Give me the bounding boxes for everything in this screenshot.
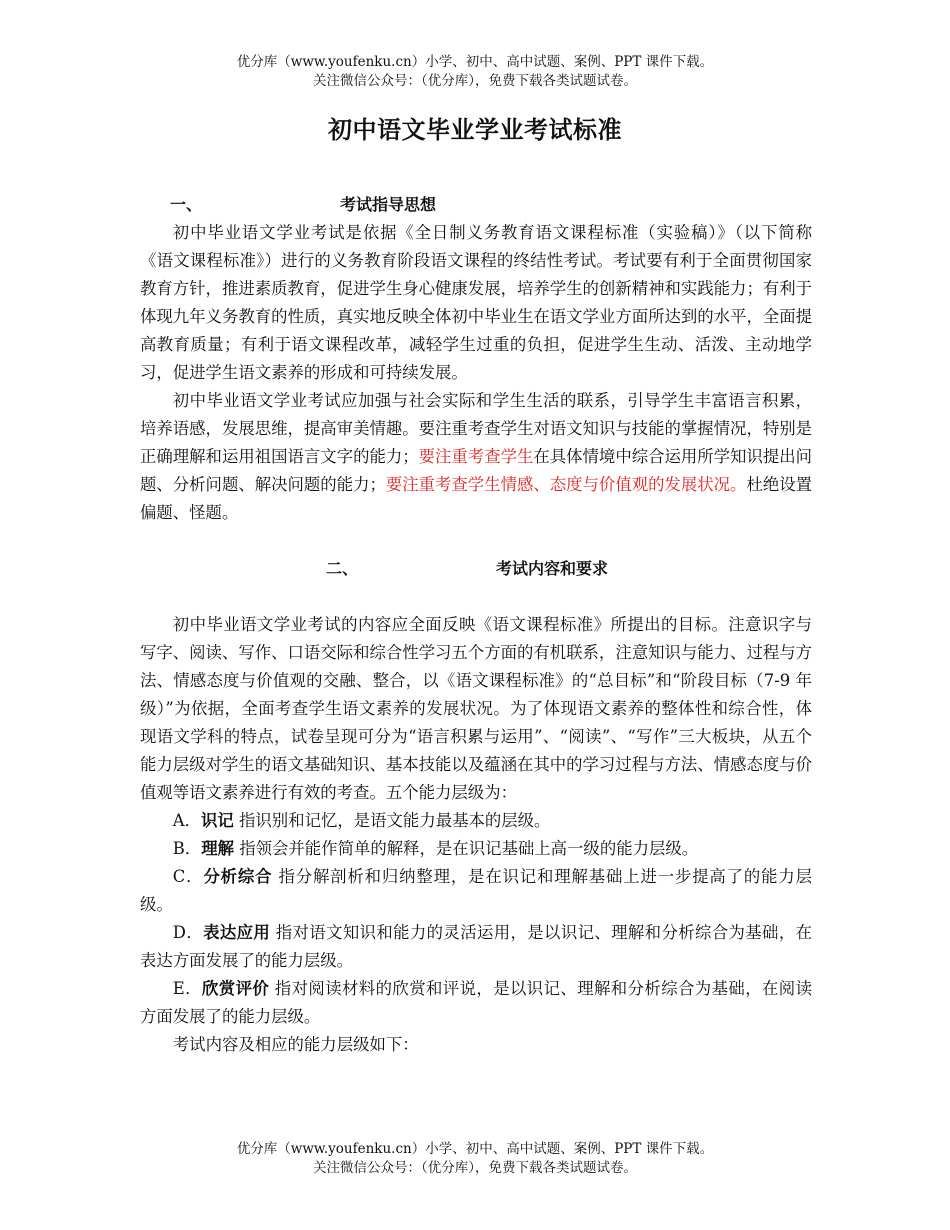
ability-level-a [140,807,812,835]
page-footer [0,1140,950,1178]
level-a-name: 识记 [201,811,234,830]
ability-level-c [140,863,812,919]
level-d-prefix: D． [172,923,204,942]
ability-level-d [140,919,812,975]
level-e-desc: 指对阅读材料的欣赏和评说，是以识记、理解和分析综合为基础，在阅读方面发展了的能力层级。 [140,979,813,1026]
section-1-title: 考试指导思想 [340,195,437,214]
p2-text-b: 在具体情境中综合运用所学知识提出问题、分析问题、解决问题的能力； [140,447,813,494]
footer-line-2: 关注微信公众号：（优分库），免费下载各类试题试卷。 [313,1160,637,1176]
p2-highlight-2: 要注重考查学生情感、态度与价值观的发展状况。 [385,475,747,494]
level-b-prefix: B． [172,839,202,858]
level-a-prefix: A． [172,811,202,830]
document-title: 初中语文毕业学业考试标准 [328,116,622,144]
section-2-number: 二、 [326,559,359,578]
p2-text-c: 杜绝设置偏题、怪题。 [140,475,813,522]
footer-line-1: 优分库（www.youfenku.cn）小学、初中、高中试题、案例、PPT 课件下载。 [236,1141,714,1157]
p2-highlight-1: 要注重考查学生 [418,447,534,466]
level-a-desc: 指识别和记忆，是语文能力最基本的层级。 [233,811,551,830]
level-d-name: 表达应用 [203,923,271,942]
level-c-name: 分析综合 [203,867,273,886]
level-c-prefix: C． [172,867,204,886]
header-line-1: 优分库（www.youfenku.cn）小学、初中、高中试题、案例、PPT 课件下载。 [236,54,714,70]
p2-text-a: 初中毕业语文学业考试应加强与社会实际和学生生活的联系，引导学生丰富语言积累，培养语感，发展思维，提高审美情趣。要注重考查学生对语文知识与技能的掌握情况，特别是正确理解和运用祖国语言文字的能力； [140,391,813,466]
section-1-paragraph-2 [140,387,812,527]
level-e-name: 欣赏评价 [201,979,270,998]
level-b-desc: 指领会并能作简单的解释，是在识记基础上高一级的能力层级。 [234,839,699,858]
header-line-2: 关注微信公众号：（优分库），免费下载各类试题试卷。 [313,73,637,89]
section-2-heading [140,555,812,583]
section-1-heading [140,191,812,219]
section-1-paragraph-1: 初中毕业语文学业考试是依据《全日制义务教育语文课程标准（实验稿）》（以下简称《语文课程标准》）进行的义务教育阶段语文课程的终结性考试。考试要有利于全面贯彻国家教育方针，推进素质教育，促进学生身心健康发展，培养学生的创新精神和实践能力；有利于体现九年义务教育的性质，真实地反映全体初中毕业生在语文学业方面所达到的水平，全面提高教育质量；有利于语文课程改革，减轻学生过重的负担，促进学生生动、活泼、主动地学习，促进学生语文素养的形成和可持续发展。 [140,223,813,382]
section-2-closing: 考试内容及相应的能力层级如下： [172,1035,419,1054]
level-b-name: 理解 [201,839,235,858]
level-c-desc: 指分解剖析和归纳整理，是在识记和理解基础上进一步提高了的能力层级。 [140,867,813,914]
section-2-paragraph-1: 初中毕业语文学业考试的内容应全面反映《语文课程标准》所提出的目标。注意识字与写字、阅读、写作、口语交际和综合性学习五个方面的有机联系，注意知识与能力、过程与方法、情感态度与价值观的交融、整合，以《语文课程标准》的“总目标”和“阶段目标（7-9 年级）”为依据，全面考查学生语文素养的发展状况。为了体现语文素养的整体性和综合性，体现语文学科的特点，试卷呈现可分为“语言积累与运用”、“阅读”、“写作”三大板块，从五个能力层级对学生的语文基础知识、基本技能以及蕴涵在其中的学习过程与方法、情感态度与价值观等语文素养进行有效的考查。五个能力层级为： [140,615,813,802]
section-1-number: 一、 [170,195,203,214]
page-header [0,53,950,91]
level-e-prefix: E． [172,979,202,998]
ability-level-b [140,835,812,863]
ability-level-e [140,975,812,1031]
section-2-title: 考试内容和要求 [496,559,609,578]
level-d-desc: 指对语文知识和能力的灵活运用，是以识记、理解和分析综合为基础，在表达方面发展了的能力层级。 [140,923,812,970]
document-body [140,191,812,1059]
